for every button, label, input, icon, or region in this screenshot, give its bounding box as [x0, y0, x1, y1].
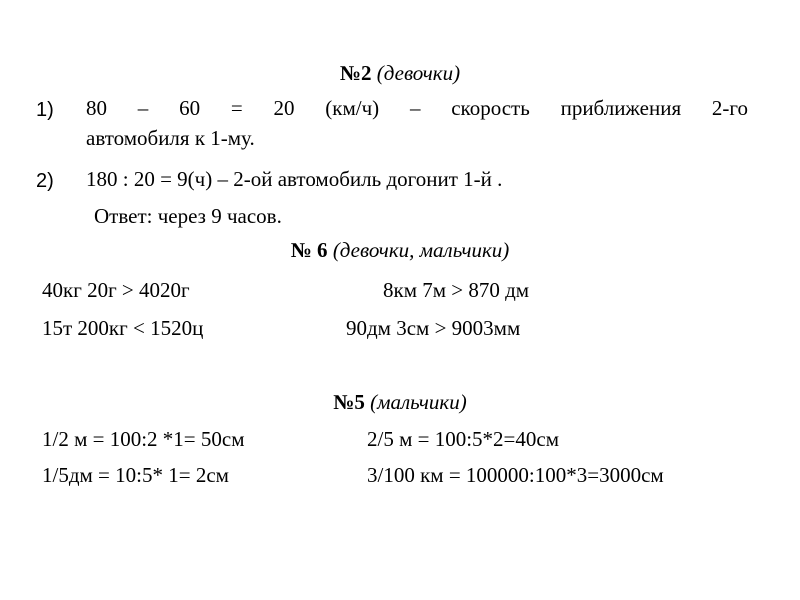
section-6-row-2-left: 15т 200кг < 1520ц	[42, 316, 204, 340]
section-2-note: (девочки)	[376, 61, 461, 85]
section-2-title	[0, 63, 800, 84]
section-5-note: (мальчики)	[370, 390, 467, 414]
section-5-number: №5	[333, 390, 365, 414]
section-6-note: (девочки, мальчики)	[332, 238, 510, 262]
section-6-row-1-right: 8км 7м > 870 дм	[383, 278, 530, 302]
section-5-row-1-right: 2/5 м = 100:5*2=40см	[367, 427, 560, 451]
section-6-row-2-right: 90дм 3см > 9003мм	[346, 316, 521, 340]
section-2-number: №2	[339, 61, 372, 85]
section-5-row-2-left: 1/5дм = 10:5* 1= 2см	[42, 463, 229, 487]
section-5-title	[0, 392, 800, 413]
item-1-line-2: автомобиля к 1-му.	[86, 126, 255, 150]
section-6-number: № 6	[290, 238, 328, 262]
item-2-line-1: 180 : 20 = 9(ч) – 2-ой автомобиль догонит 1-й .	[86, 167, 503, 191]
section-6-row-1-left: 40кг 20г > 4020г	[42, 278, 190, 302]
answer-text: Ответ: через 9 часов.	[94, 204, 282, 228]
section-5-row-1-left: 1/2 м = 100:2 *1= 50см	[42, 427, 245, 451]
item-1-line-1: 80 – 60 = 20 (км/ч) – скорость приближения 2-го	[86, 96, 748, 120]
item-2-marker: 2)	[36, 170, 54, 192]
item-1-marker: 1)	[36, 99, 54, 121]
section-5-row-2-right: 3/100 км = 100000:100*3=3000см	[367, 463, 664, 487]
section-6-title	[0, 240, 800, 261]
